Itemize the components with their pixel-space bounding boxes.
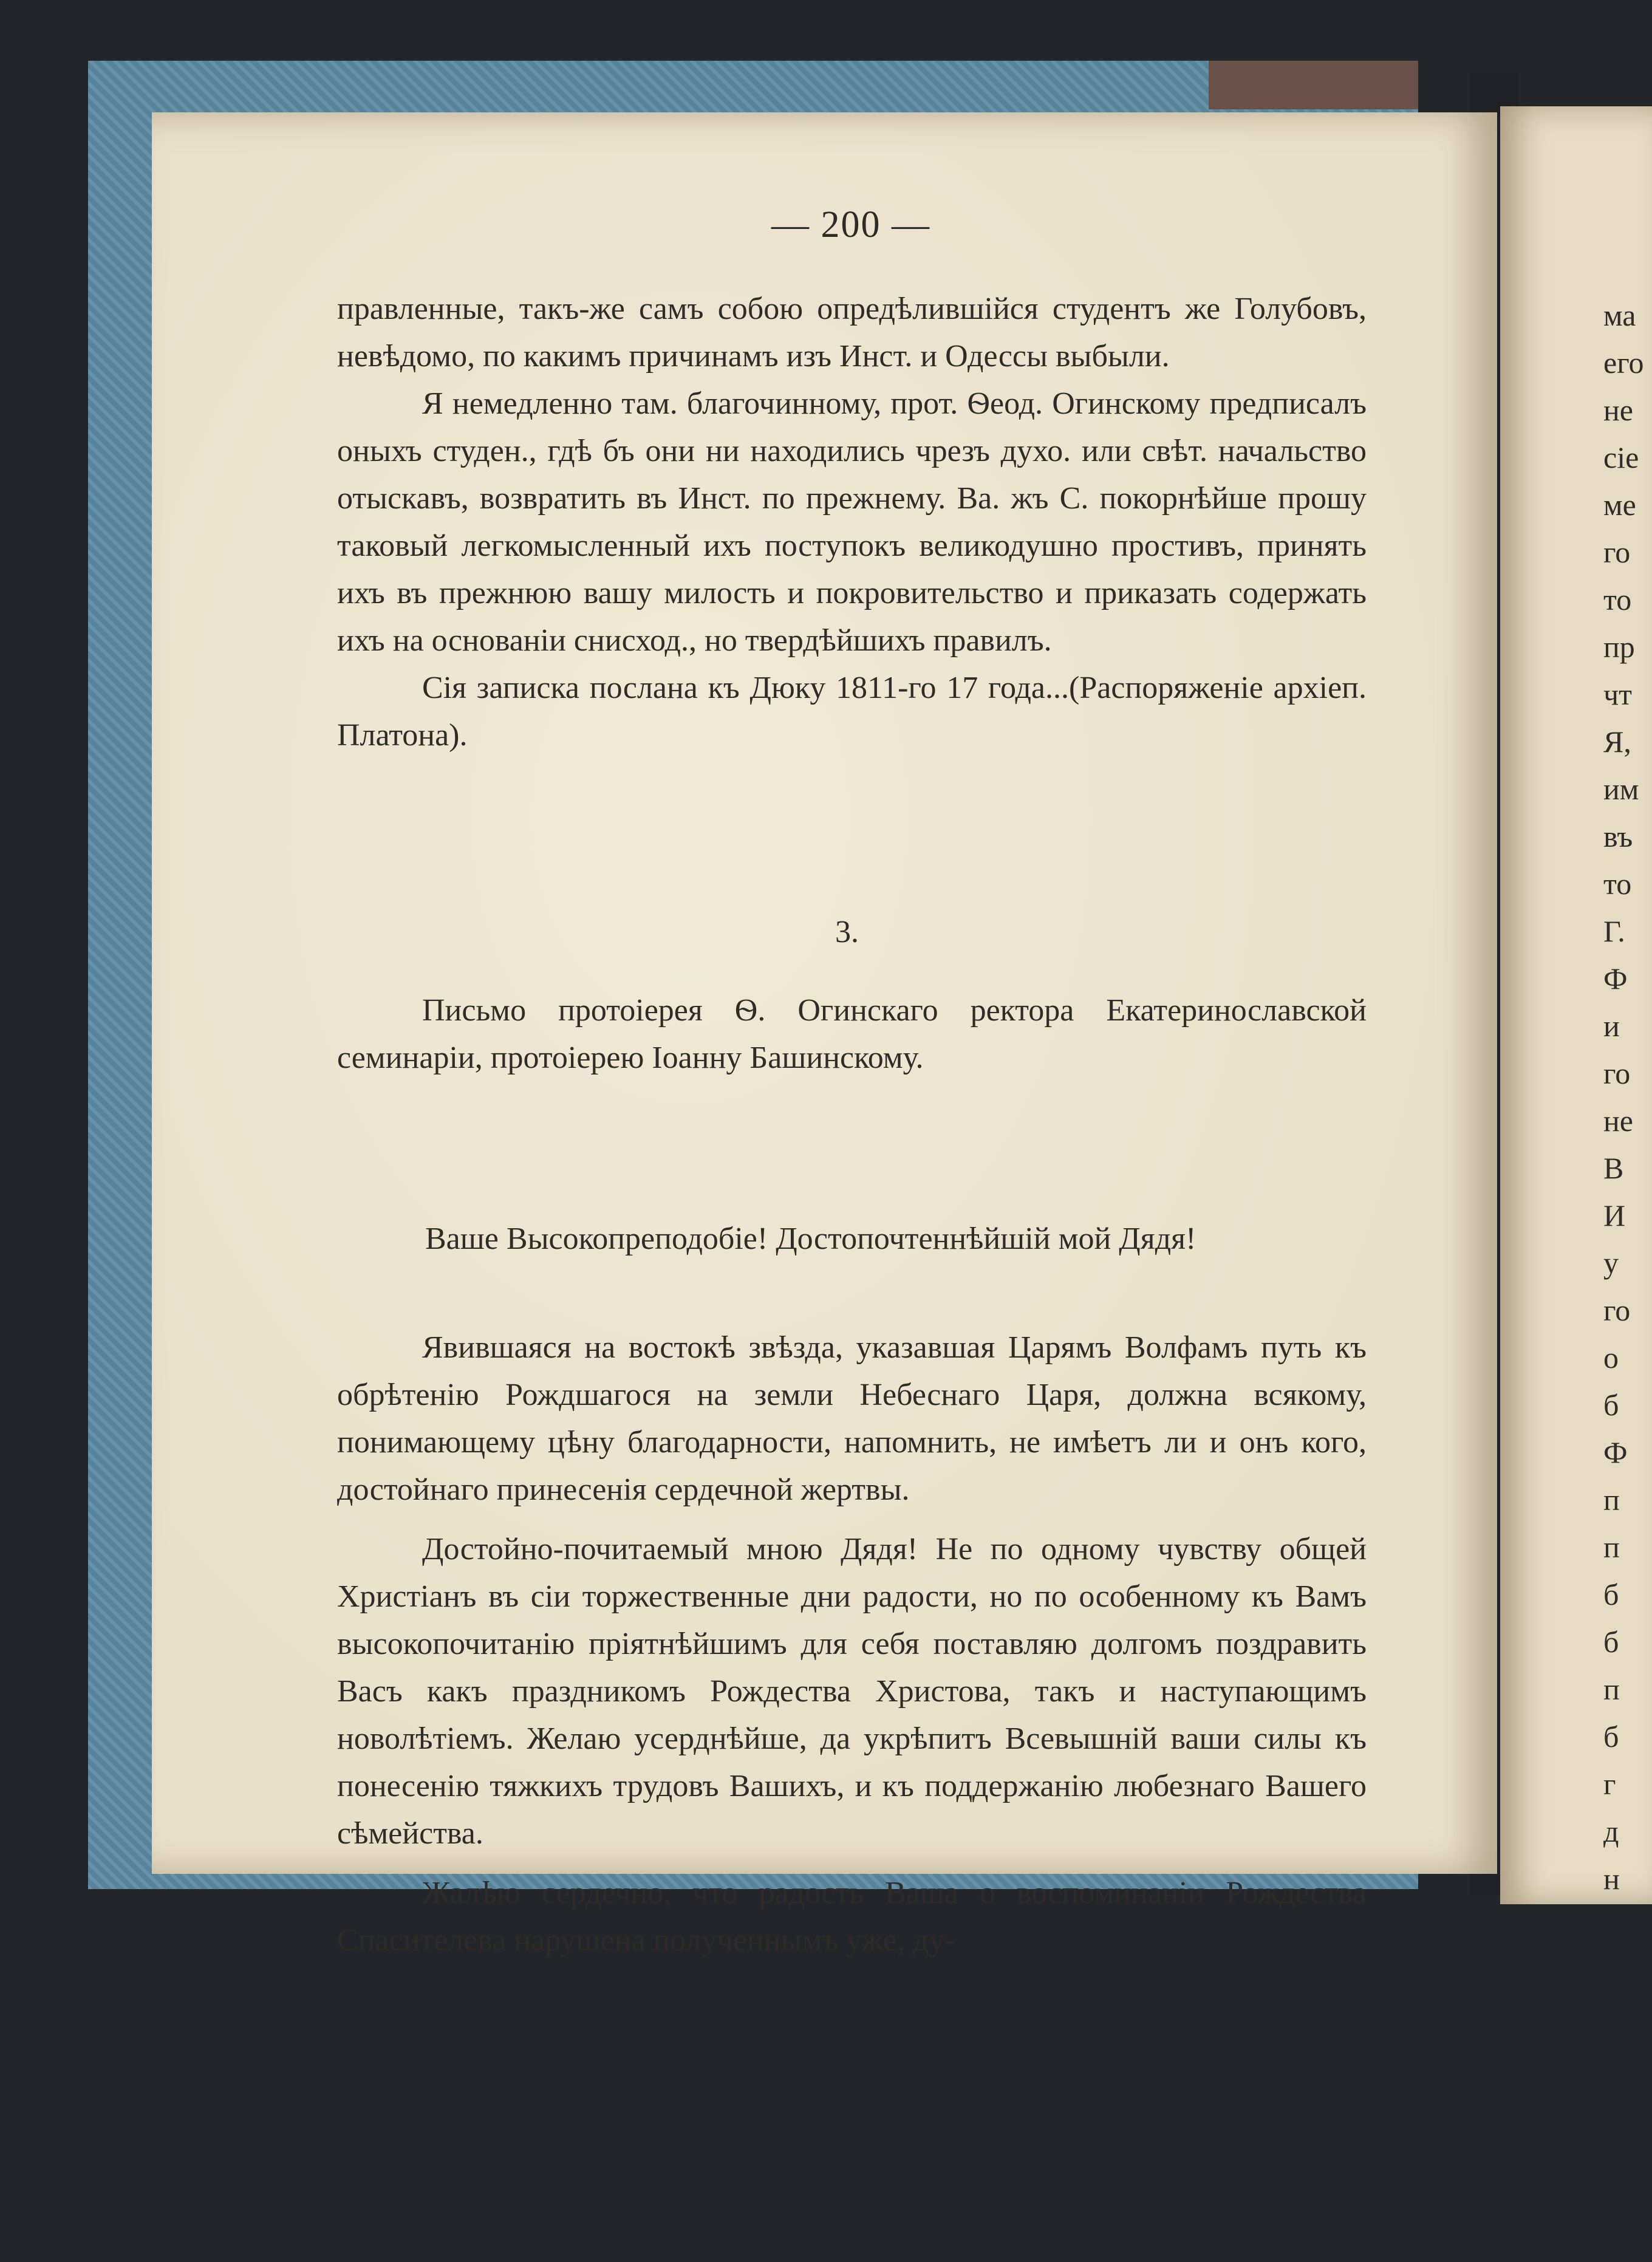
- right-page-fragment: Ф: [1603, 1435, 1628, 1469]
- right-page-fragment: Ф: [1603, 962, 1628, 996]
- right-page-fragment: не: [1603, 393, 1633, 427]
- right-page-fragment: н: [1603, 1862, 1620, 1896]
- right-page-fragment: б: [1603, 1720, 1619, 1754]
- letter-greeting: Ваше Высокопреподобіе! Достопочтеннѣйшій мой Дядя!: [425, 1222, 1196, 1256]
- paragraph: правленные, такъ-же самъ собою опредѣлившійся студентъ же Голубовъ, невѣдомо, по какимъ причинамъ изъ Инст. и Одессы выбыли.: [337, 292, 1367, 374]
- right-page-fragment: сіе: [1603, 440, 1639, 474]
- right-page-fragment: го: [1603, 1293, 1631, 1327]
- right-page-text-fragments: [1603, 292, 1643, 1902]
- right-page-fragment: И: [1603, 1198, 1626, 1232]
- right-page-fragment: въ: [1603, 819, 1633, 853]
- paragraph: Достойно-почитаемый мною Дядя! Не по одному чувству общей Христіанъ въ сіи торжественные дни радости, но по особенному къ Вамъ высокопочитанію пріятнѣйшимъ для себя поставляю долгомъ поздравить Васъ какъ праздникомъ Рождества Христова, такъ и наступающимъ новолѣтіемъ. Желаю усерднѣйше, да укрѣпитъ Всевышній ваши силы къ понесенію тяжкихъ трудовъ Вашихъ, и къ поддержанію любезнаго Вашего сѣмейства.: [337, 1532, 1367, 1851]
- right-page-fragment: го: [1603, 1056, 1631, 1090]
- right-page-fragment: п: [1603, 1483, 1620, 1517]
- paragraph: Я немедленно там. благочинному, прот. Ѳеод. Огинскому предписалъ оныхъ студен., гдѣ бъ они ни находились чрезъ духо. или свѣт. начальство отыскавъ, возвратить въ Инст. по прежнему. Ва. жъ С. покорнѣйше прошу таковый легкомысленный ихъ поступокъ великодушно простивъ, принять ихъ въ прежнюю вашу милость и покровительство и приказать содержать ихъ на основаніи снисход., но твердѣйшихъ правилъ.: [337, 386, 1367, 658]
- right-page-fragment: Я,: [1603, 725, 1631, 759]
- right-page-fragment: им: [1603, 772, 1639, 806]
- right-page-fragment: и: [1603, 1009, 1620, 1043]
- right-page-fragment: го: [1603, 535, 1631, 569]
- letter-heading-block: [337, 987, 1367, 1082]
- right-page-fragment: п: [1603, 1530, 1620, 1564]
- right-page-fragment: о: [1603, 1341, 1619, 1375]
- right-page-fragment: п: [1603, 1672, 1620, 1706]
- right-page-fragment: чт: [1603, 677, 1632, 711]
- right-page-fragment: то: [1603, 867, 1632, 901]
- right-page-fragment: б: [1603, 1577, 1619, 1611]
- text-block-2: [337, 1324, 1367, 1964]
- right-page-fragment: то: [1603, 583, 1632, 617]
- right-page-fragment: не: [1603, 1104, 1633, 1138]
- right-page-fragment: г: [1603, 1767, 1616, 1801]
- book-spine: [1209, 61, 1418, 109]
- paragraph: Жалѣю сердечно, что радость Ваша о воспоминаніи Рождества Спасителева нарушена полученнымъ уже, ду-: [337, 1876, 1367, 1958]
- letter-heading: Письмо протоіерея Ѳ. Огинскаго ректора Екатеринославской семинаріи, протоіерею Іоанну Башинскому.: [337, 993, 1367, 1075]
- right-page-fragment: его: [1603, 346, 1644, 380]
- text-block-1: [337, 285, 1367, 759]
- right-page-fragment: у: [1603, 1246, 1619, 1280]
- paragraph: Явившаяся на востокѣ звѣзда, указавшая Царямъ Волфамъ путь къ обрѣтенію Рождшагося на земли Небеснаго Царя, должна всякому, понимающему цѣну благодарности, напомнить, не имѣетъ ли и онъ кого, достойнаго принесенія сердечной жертвы.: [337, 1330, 1367, 1507]
- right-page-fragment: д: [1603, 1814, 1619, 1848]
- section-number: 3.: [835, 915, 859, 949]
- page-number: — 200 —: [771, 204, 930, 245]
- right-page-fragment: В: [1603, 1151, 1624, 1185]
- right-page-fragment: пр: [1603, 630, 1635, 664]
- paragraph: Сія записка послана къ Дюку 1811-го 17 года...(Распоряженіе архіеп. Платона).: [337, 671, 1367, 753]
- right-page-fragment: б: [1603, 1625, 1619, 1659]
- right-page-fragment: ме: [1603, 488, 1636, 522]
- right-page-fragment: Г.: [1603, 914, 1625, 948]
- right-page-fragment: б: [1603, 1388, 1619, 1422]
- right-page-fragment: ма: [1603, 298, 1636, 332]
